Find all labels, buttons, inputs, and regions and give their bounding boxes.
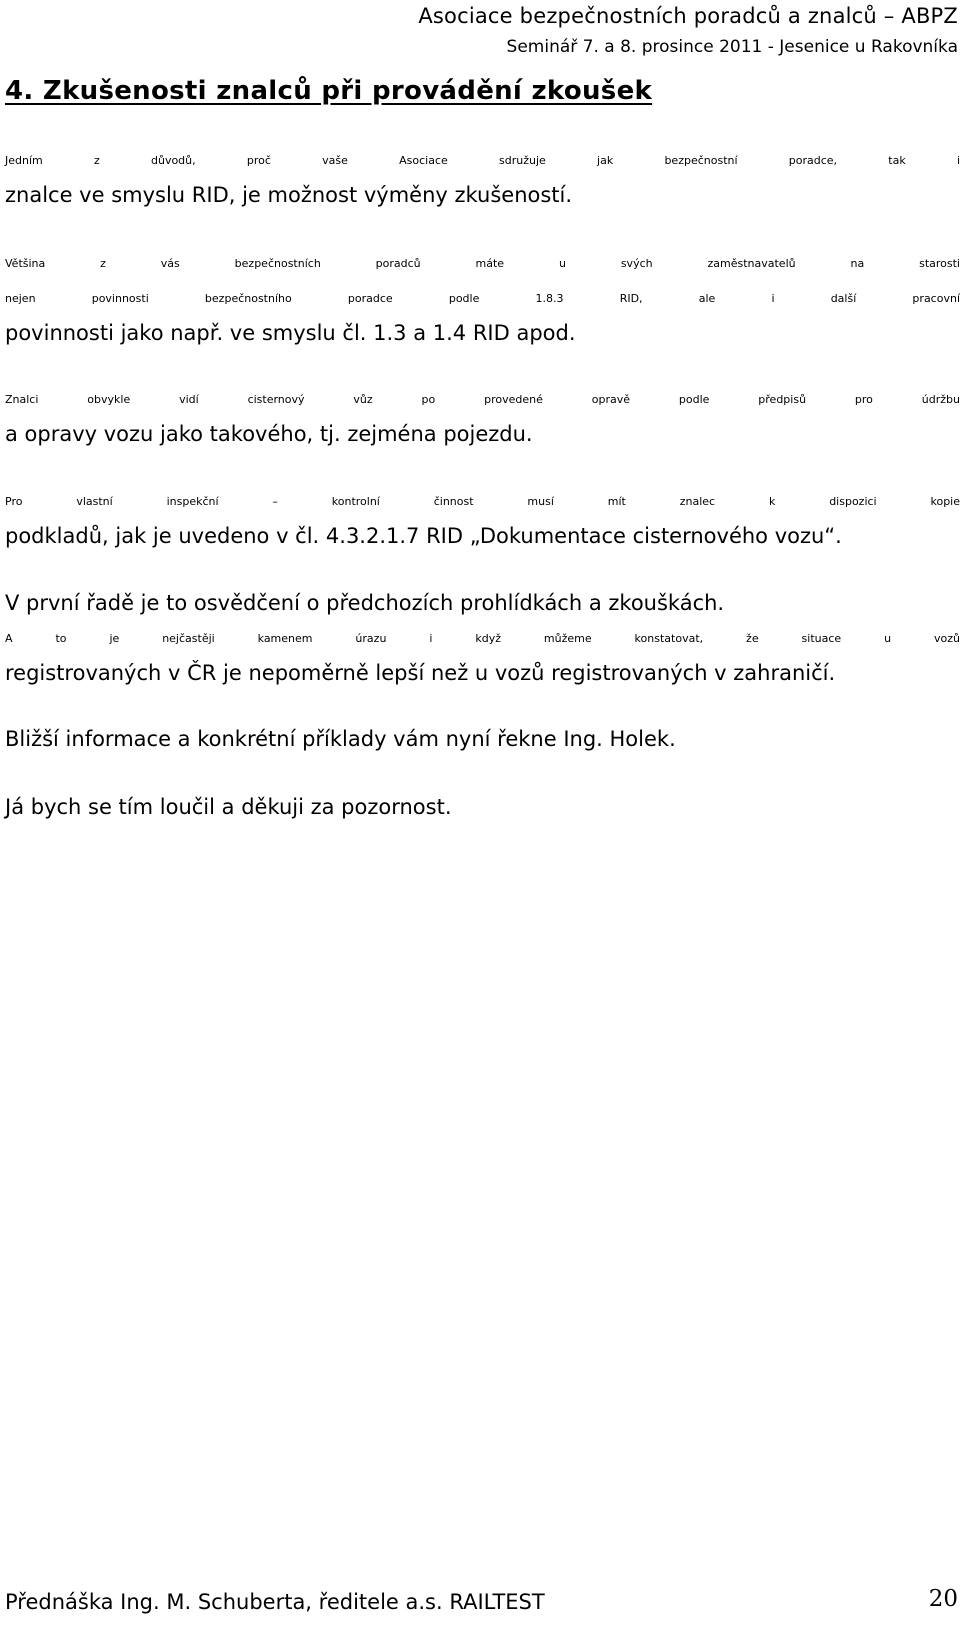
paragraph-rozlouceni (5, 790, 960, 825)
paragraph-line: Většina z vás bezpečnostních poradců máte u svých zaměstnavatelů na starosti (5, 257, 960, 270)
paragraph-line: podkladů, jak je uvedeno v čl. 4.3.2.1.7 RID „Dokumentace cisternového vozu“. (5, 524, 842, 548)
paragraph-znalci (5, 382, 960, 452)
paragraph-line: nejen povinnosti bezpečnostního poradce podle 1.8.3 RID, ale i další pracovní (5, 292, 960, 305)
paragraph-line: a opravy vozu jako takového, tj. zejména pojezdu. (5, 422, 533, 446)
paragraph-asociace (5, 143, 960, 213)
paragraph-line: Pro vlastní inspekční – kontrolní činnost musí mít znalec k dispozici kopie (5, 495, 960, 508)
paragraph-line: Jedním z důvodů, proč vaše Asociace sdružuje jak bezpečnostní poradce, tak i (5, 154, 960, 167)
paragraph-line: A to je nejčastěji kamenem úrazu i když můžeme konstatovat, že situace u vozů (5, 632, 960, 645)
header-subtitle: Seminář 7. a 8. prosince 2011 - Jesenice u Rakovníka (506, 37, 958, 57)
header-title: Asociace bezpečnostních poradců a znalců – ABPZ (418, 4, 958, 28)
paragraph-line: Já bych se tím loučil a děkuji za pozornost. (5, 795, 452, 819)
paragraph-line: V první řadě je to osvědčení o předchozích prohlídkách a zkouškách. (5, 591, 725, 615)
paragraph-line: registrovaných v ČR je nepoměrně lepší než u vozů registrovaných v zahraničí. (5, 661, 836, 685)
section-heading: 4. Zkušenosti znalců při provádění zkoušek (5, 76, 653, 106)
paragraph-line: Bližší informace a konkrétní příklady vám nyní řekne Ing. Holek. (5, 727, 676, 751)
footer-page-number: 20 (928, 1586, 958, 1612)
paragraph-line: znalce ve smyslu RID, je možnost výměny zkušeností. (5, 183, 573, 207)
paragraph-osvedceni (5, 586, 960, 691)
paragraph-line: povinnosti jako např. ve smyslu čl. 1.3 a 1.4 RID apod. (5, 321, 576, 345)
paragraph-poradci (5, 246, 960, 351)
footer-author: Přednáška Ing. M. Schuberta, ředitele a.s. RAILTEST (5, 1590, 545, 1614)
paragraph-inspekce (5, 484, 960, 554)
paragraph-line: Znalci obvykle vidí cisternový vůz po provedené opravě podle předpisů pro údržbu (5, 393, 960, 406)
paragraph-informace (5, 722, 960, 757)
